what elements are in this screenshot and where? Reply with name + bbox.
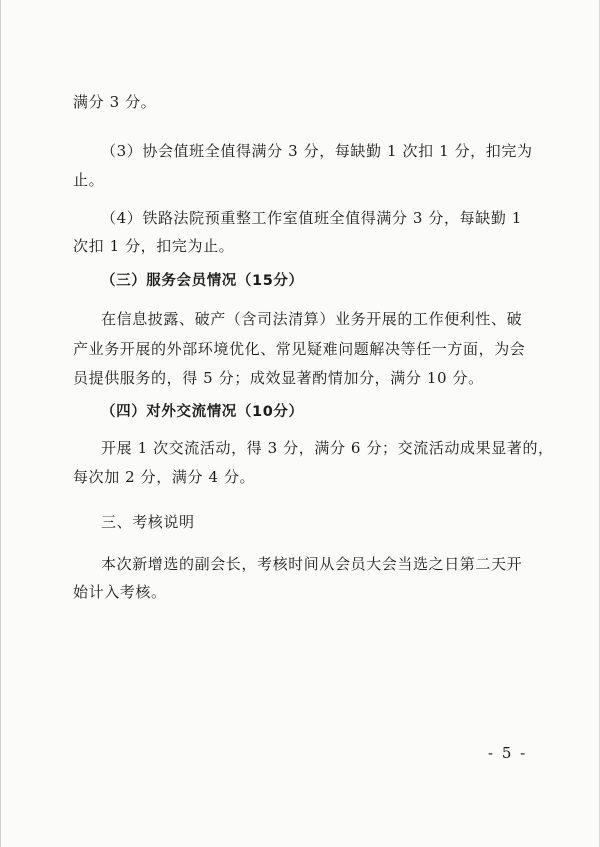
text-line: （3）协会值班全值得满分 3 分，每缺勤 1 次扣 1 分，扣完为 (101, 142, 533, 160)
chapter-heading: 三、考核说明 (101, 513, 195, 531)
text-line: 始计入考核。 (73, 583, 167, 601)
section-heading: （四）对外交流情况（10分） (101, 404, 304, 420)
text-line: 在信息披露、破产（含司法清算）业务开展的工作便利性、破 (101, 310, 523, 328)
page-number: - 5 - (488, 744, 528, 762)
text-line: 每次加 2 分，满分 4 分。 (73, 468, 256, 486)
text-line: 产业务开展的外部环境优化、常见疑难问题解决等任一方面，为会 (73, 340, 526, 358)
text-line: 次扣 1 分，扣完为止。 (73, 237, 235, 255)
text-line: （4）铁路法院预重整工作室值班全值得满分 3 分，每缺勤 1 (101, 209, 522, 227)
text-line: 满分 3 分。 (73, 93, 157, 111)
text-line: 开展 1 次交流活动，得 3 分，满分 6 分；交流活动成果显著的， (101, 439, 554, 457)
text-line: 止。 (73, 171, 105, 189)
section-heading: （三）服务会员情况（15分） (101, 273, 304, 289)
text-line: 员提供服务的，得 5 分；成效显著酌情加分，满分 10 分。 (73, 369, 484, 387)
text-line: 本次新增选的副会长，考核时间从会员大会当选之日第二天开 (101, 555, 523, 573)
